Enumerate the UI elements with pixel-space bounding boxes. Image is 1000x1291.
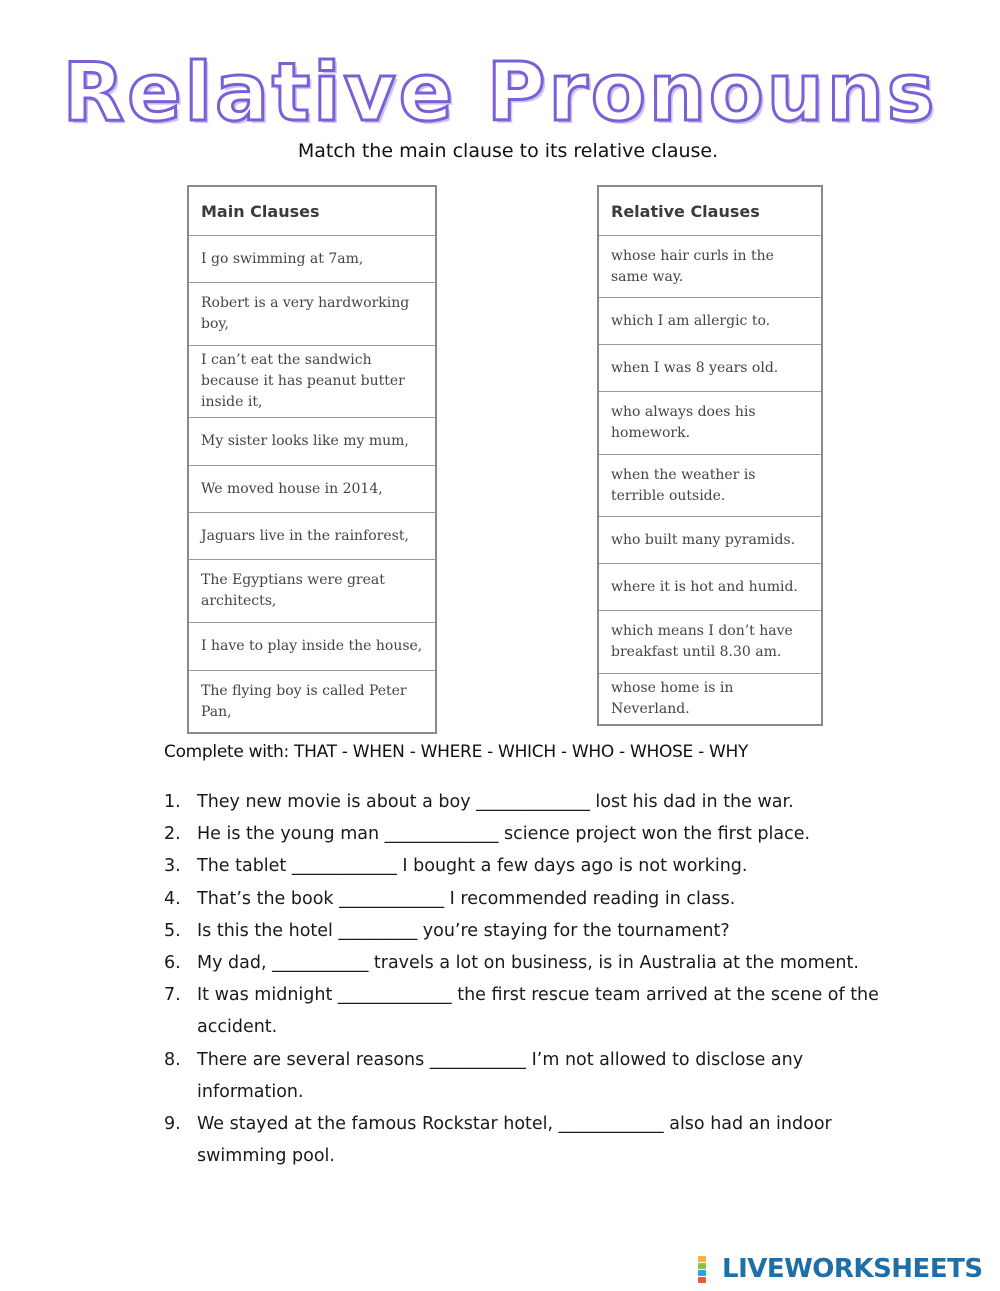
relative-clause-cell: when I was 8 years old. xyxy=(598,345,822,392)
exercise-number: 1. xyxy=(164,792,181,812)
worksheet-title: Relative Pronouns xyxy=(62,46,938,139)
exercise-text: Is this the hotel _________ you’re staying for the tournament? xyxy=(197,920,730,941)
main-clause-cell: I have to play inside the house, xyxy=(188,623,436,671)
logo-block-icon xyxy=(698,1263,706,1269)
relative-clauses-table xyxy=(597,185,823,726)
complete-instruction: Complete with: THAT - WHEN - WHERE - WHICH - WHO - WHOSE - WHY xyxy=(164,742,749,762)
main-clauses-table xyxy=(187,185,437,734)
exercise-text: That’s the book ____________ I recommended reading in class. xyxy=(197,888,736,909)
exercise-item xyxy=(164,915,884,947)
exercise-number: 2. xyxy=(164,824,181,845)
worksheet-subtitle: Match the main clause to its relative clause. xyxy=(297,140,719,162)
main-clause-cell: The flying boy is called Peter Pan, xyxy=(188,671,436,734)
exercise-item xyxy=(164,786,884,818)
relative-clause-cell: whose home is in Neverland. xyxy=(598,674,822,726)
exercise-item xyxy=(164,850,884,882)
exercise-number: 8. xyxy=(164,1049,181,1070)
exercise-text: My dad, ___________ travels a lot on business, is in Australia at the moment. xyxy=(197,953,859,974)
relative-clause-cell: when the weather is terrible outside. xyxy=(598,455,822,517)
exercise-number: 5. xyxy=(164,920,181,941)
relative-clause-cell: whose hair curls in the same way. xyxy=(598,236,822,298)
logo-block-icon xyxy=(698,1277,706,1283)
exercise-text: It was midnight _____________ the first rescue team arrived at the scene of the accident. xyxy=(197,985,879,1038)
exercise-text: He is the young man _____________ science project won the first place. xyxy=(197,824,811,845)
relative-clause-cell: where it is hot and humid. xyxy=(598,564,822,611)
relative-clause-cell: which I am allergic to. xyxy=(598,298,822,345)
main-clause-cell: I go swimming at 7am, xyxy=(188,236,436,283)
logo-block-icon xyxy=(698,1256,706,1262)
exercise-item xyxy=(164,1044,884,1108)
relative-clause-cell: who always does his homework. xyxy=(598,392,822,455)
logo-text: LIVEWORKSHEETS xyxy=(722,1254,983,1284)
exercise-text: We stayed at the famous Rockstar hotel, ____________ also had an indoor swimming pool. xyxy=(197,1114,832,1167)
main-clause-cell: Jaguars live in the rainforest, xyxy=(188,513,436,560)
exercise-item xyxy=(164,1108,884,1172)
exercise-number: 3. xyxy=(164,856,181,877)
relative-clause-cell: which means I don’t have breakfast until 8.30 am. xyxy=(598,611,822,674)
exercise-number: 6. xyxy=(164,953,181,974)
exercise-text: The tablet ____________ I bought a few days ago is not working. xyxy=(197,856,748,877)
exercise-number: 9. xyxy=(164,1114,181,1135)
exercise-list xyxy=(164,786,884,1172)
exercise-text: They new movie is about a boy _____________ lost his dad in the war. xyxy=(197,792,794,812)
main-clause-cell: Robert is a very hardworking boy, xyxy=(188,283,436,346)
main-clause-cell: We moved house in 2014, xyxy=(188,466,436,513)
relative-clause-cell: who built many pyramids. xyxy=(598,517,822,564)
exercise-number: 4. xyxy=(164,888,181,909)
relative-clauses-header: Relative Clauses xyxy=(598,186,822,236)
main-clauses-header: Main Clauses xyxy=(188,186,436,236)
liveworksheets-logo-icon xyxy=(698,1256,718,1282)
liveworksheets-logo[interactable] xyxy=(698,1255,983,1283)
main-clause-cell: My sister looks like my mum, xyxy=(188,418,436,466)
exercise-item xyxy=(164,883,884,915)
exercise-item xyxy=(164,818,884,850)
main-clause-cell: I can’t eat the sandwich because it has peanut butter inside it, xyxy=(188,346,436,418)
exercise-text: There are several reasons ___________ I’m not allowed to disclose any information. xyxy=(197,1049,804,1102)
exercise-item xyxy=(164,947,884,979)
main-clause-cell: The Egyptians were great architects, xyxy=(188,560,436,623)
logo-block-icon xyxy=(698,1270,706,1276)
exercise-number: 7. xyxy=(164,985,181,1006)
exercise-item xyxy=(164,979,884,1043)
